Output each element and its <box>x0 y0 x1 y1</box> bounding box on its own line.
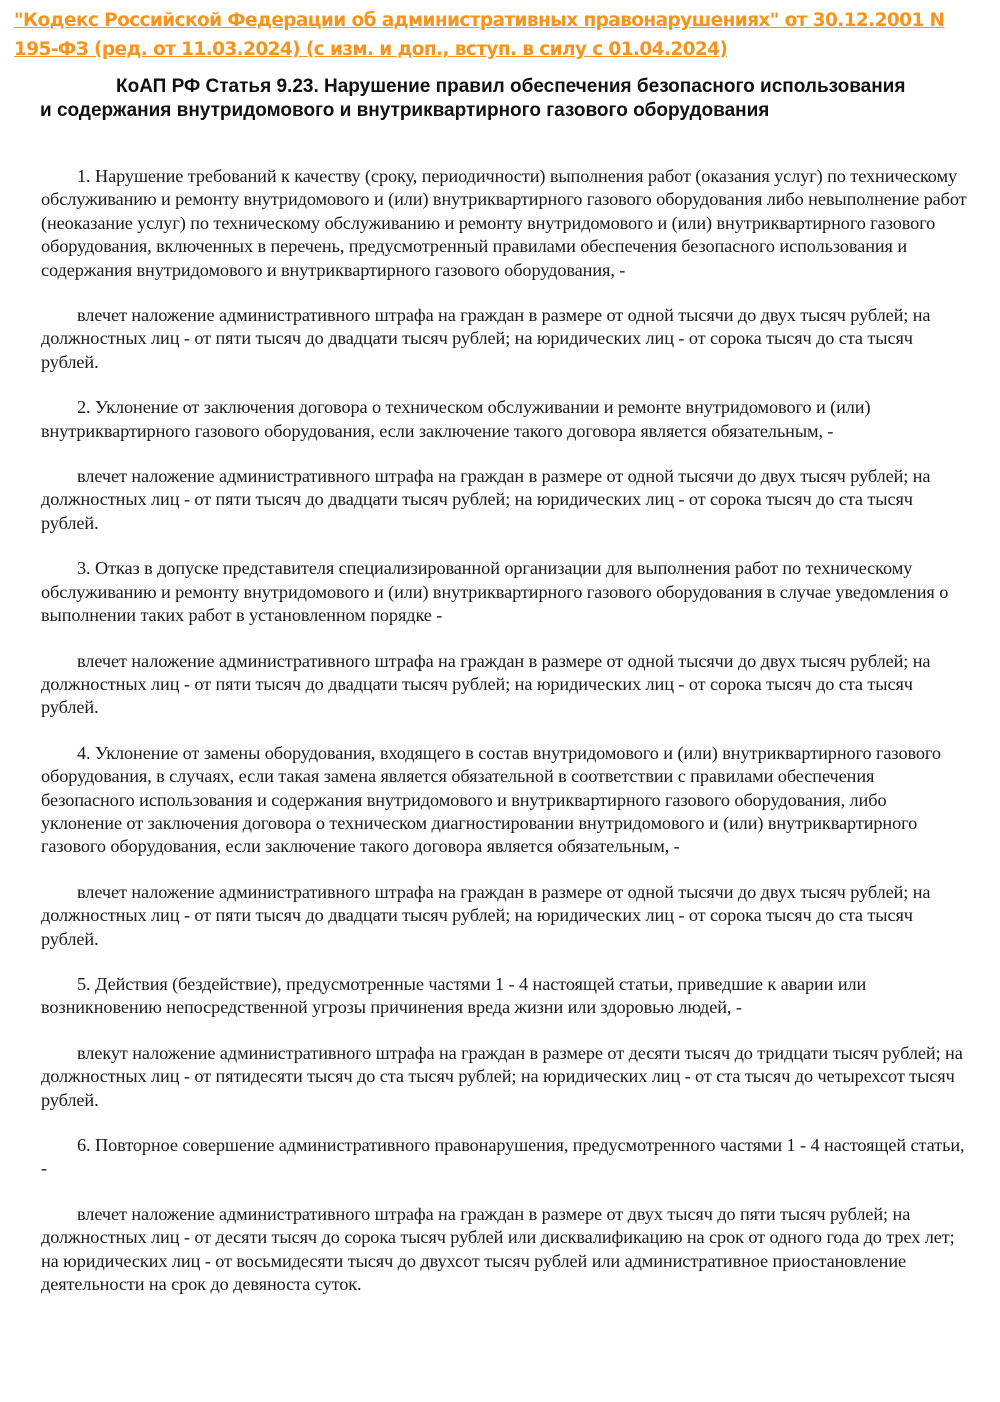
part-penalty-text: влечет наложение административного штрафа на граждан в размере от двух тысяч до пяти тысяч рублей; на должностных лиц - от десяти тысяч до сорока тысяч рублей или дисквалификацию на срок от одного года до трех лет; на юридических лиц - от восьмидесяти тысяч до двухсот тысяч рублей или административное приостановление деятельности на срок до девяноста суток. <box>41 1203 955 1295</box>
part-penalty-text: влечет наложение административного штрафа на граждан в размере от одной тысячи до двух тысяч рублей; на должностных лиц - от пяти тысяч до двадцати тысяч рублей; на юридических лиц - от сорока тысяч до ста тысяч рублей. <box>41 881 931 949</box>
article-part-2 <box>41 396 971 535</box>
part-offense-text: 6. Повторное совершение административного правонарушения, предусмотренного частями 1 - 4 настоящей статьи, - <box>41 1135 965 1179</box>
article-part-3 <box>41 557 971 719</box>
part-penalty-text: влечет наложение административного штрафа на граждан в размере от одной тысячи до двух тысяч рублей; на должностных лиц - от пяти тысяч до двадцати тысяч рублей; на юридических лиц - от сорока тысяч до ста тысяч рублей. <box>41 305 931 372</box>
part-offense-text: 5. Действия (бездействие), предусмотренные частями 1 - 4 настоящей статьи, приведшие к аварии или возникновению непосредственной угрозы причинения вреда жизни или здоровью людей, - <box>41 973 867 1018</box>
part-penalty-text: влекут наложение административного штрафа на граждан в размере от десяти тысяч до тридцати тысяч рублей; на должностных лиц - от пятидесяти тысяч до ста тысяч рублей; на юридических лиц - от ста тысяч до четырехсот тысяч рублей. <box>41 1042 963 1110</box>
article-body <box>41 165 971 1296</box>
part-offense-text: 4. Уклонение от замены оборудования, входящего в состав внутридомового и (или) внутриквартирного газового оборудования, в случаях, если такая замена является обязательной в соответствии с правилами обеспечения безопасного использования и содержания внутридомового и внутриквартирного газового оборудования, либо уклонение от заключения договора о техническом диагностировании внутридомового и (или) внутриквартирного газового оборудования, если заключение такого договора является обязательным, - <box>41 742 941 857</box>
part-offense-text: 2. Уклонение от заключения договора о техническом обслуживании и ремонте внутридомового и (или) внутриквартирного газового оборудования, если заключение такого договора является обязательным, - <box>41 397 871 441</box>
article-part-1 <box>41 165 971 374</box>
article-title: КоАП РФ Статья 9.23. Нарушение правил обеспечения безопасного использования и содержания внутридомового и внутриквартирного газового оборудования <box>40 76 906 121</box>
part-offense-text: 1. Нарушение требований к качеству (сроку, периодичности) выполнения работ (оказания услуг) по техническому обслуживанию и ремонту внутридомового и (или) внутриквартирного газового оборудования либо невыполнение работ (неоказание услуг) по техническому обслуживанию и ремонту внутридомового и (или) внутриквартирного газового оборудования, включенных в перечень, предусмотренный правилами обеспечения безопасного использования и содержания внутридомового и внутриквартирного газового оборудования, - <box>41 166 967 280</box>
article-part-5 <box>41 973 971 1112</box>
article-part-6 <box>41 1134 971 1296</box>
article-part-4 <box>41 742 971 951</box>
part-offense-text: 3. Отказ в допуске представителя специализированной организации для выполнения работ по техническому обслуживанию и ремонту внутридомового и (или) внутриквартирного газового оборудования в случае уведомления о выполнении таких работ в установленном порядке - <box>41 558 949 626</box>
source-document-link[interactable]: "Кодекс Российской Федерации об административных правонарушениях" от 30.12.2001 N 195-ФЗ (ред. от 11.03.2024) (с изм. и доп., вступ. в силу с 01.04.2024) <box>14 10 945 60</box>
part-penalty-text: влечет наложение административного штрафа на граждан в размере от одной тысячи до двух тысяч рублей; на должностных лиц - от пяти тысяч до двадцати тысяч рублей; на юридических лиц - от сорока тысяч до ста тысяч рублей. <box>41 466 931 533</box>
part-penalty-text: влечет наложение административного штрафа на граждан в размере от одной тысячи до двух тысяч рублей; на должностных лиц - от пяти тысяч до двадцати тысяч рублей; на юридических лиц - от сорока тысяч до ста тысяч рублей. <box>41 650 931 718</box>
